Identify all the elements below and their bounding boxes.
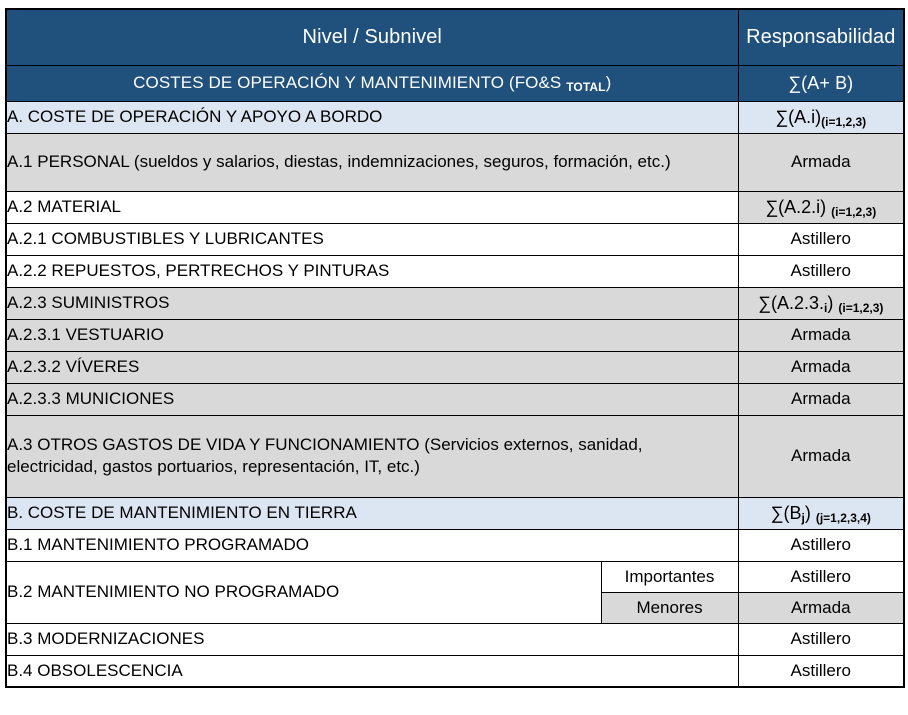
row-resp-a23 (738, 287, 904, 319)
total-responsibility: ∑(A+ B) (738, 65, 904, 101)
row-label-a3: A.3 OTROS GASTOS DE VIDA Y FUNCIONAMIENTO (Servicios externos, sanidad, electricidad, gastos portuarios, representación, IT, etc.) (6, 415, 738, 497)
total-label-prefix: COSTES DE OPERACIÓN Y MANTENIMIENTO (FO&S (133, 73, 567, 92)
table-row-a2 (6, 191, 904, 223)
row-label-b3: B.3 MODERNIZACIONES (6, 623, 738, 655)
table-row-b1 (6, 529, 904, 561)
table-row-b2-importantes (6, 561, 904, 592)
column-header-level: Nivel / Subnivel (6, 9, 738, 65)
table-row-a231 (6, 319, 904, 351)
row-label-a: A. COSTE DE OPERACIÓN Y APOYO A BORDO (6, 101, 738, 133)
row-resp-a23-isub: i (824, 300, 828, 315)
row-resp-b2-menores: Armada (738, 592, 904, 623)
row-resp-a232: Armada (738, 351, 904, 383)
row-label-b1: B.1 MANTENIMIENTO PROGRAMADO (6, 529, 738, 561)
table-row-a233 (6, 383, 904, 415)
row-resp-a23-sub: (i=1,2,3) (838, 300, 884, 315)
row-resp-a (738, 101, 904, 133)
row-resp-a21: Astillero (738, 223, 904, 255)
row-resp-b3: Astillero (738, 623, 904, 655)
table-row-a3 (6, 415, 904, 497)
row-resp-b-main: ∑(B (770, 502, 802, 523)
row-resp-b-end: ) (804, 502, 811, 523)
row-label-a1: A.1 PERSONAL (sueldos y salarios, diestas, indemnizaciones, seguros, formación, etc.) (6, 133, 738, 191)
total-label-cell (6, 65, 738, 101)
row-resp-a2-sub: (i=1,2,3) (831, 204, 877, 219)
table-header-row (6, 9, 904, 65)
row-label-a233: A.2.3.3 MUNICIONES (6, 383, 738, 415)
table-row-b (6, 497, 904, 529)
row-label-a232: A.2.3.2 VÍVERES (6, 351, 738, 383)
table-row-a23 (6, 287, 904, 319)
row-resp-b (738, 497, 904, 529)
row-label-b4: B.4 OBSOLESCENCIA (6, 655, 738, 687)
cost-structure-table (5, 8, 905, 688)
row-resp-a23-main: ∑(A.2.3. (758, 292, 824, 313)
table-row-b4 (6, 655, 904, 687)
row-resp-b-sub: (j=1,2,3,4) (815, 510, 871, 525)
row-resp-a-sub: (i=1,2,3) (821, 114, 867, 129)
row-label-a2: A.2 MATERIAL (6, 191, 738, 223)
row-sublabel-b2-menores: Menores (601, 592, 738, 623)
row-resp-a2-main: ∑(A.2.i) (765, 196, 827, 217)
row-resp-a23-end: ) (827, 292, 834, 313)
total-label-suffix: ) (605, 73, 612, 92)
row-resp-b4: Astillero (738, 655, 904, 687)
row-label-b2: B.2 MANTENIMIENTO NO PROGRAMADO (6, 561, 601, 623)
row-resp-b1: Astillero (738, 529, 904, 561)
table-row-a (6, 101, 904, 133)
table-row-total (6, 65, 904, 101)
row-resp-b-jsub: j (801, 510, 805, 525)
row-resp-a2 (738, 191, 904, 223)
row-resp-a-main: ∑(A.i) (775, 106, 822, 127)
total-label-subscript: TOTAL (566, 80, 606, 94)
row-resp-a3: Armada (738, 415, 904, 497)
row-label-a21: A.2.1 COMBUSTIBLES Y LUBRICANTES (6, 223, 738, 255)
row-label-a23: A.2.3 SUMINISTROS (6, 287, 738, 319)
row-sublabel-b2-importantes: Importantes (601, 561, 738, 592)
table-row-a22 (6, 255, 904, 287)
row-label-a22: A.2.2 REPUESTOS, PERTRECHOS Y PINTURAS (6, 255, 738, 287)
row-label-a231: A.2.3.1 VESTUARIO (6, 319, 738, 351)
row-resp-a231: Armada (738, 319, 904, 351)
row-resp-b2-importantes: Astillero (738, 561, 904, 592)
row-resp-a233: Armada (738, 383, 904, 415)
table-row-a232 (6, 351, 904, 383)
table-row-a1 (6, 133, 904, 191)
column-header-responsibility: Responsabilidad (738, 9, 904, 65)
table-row-b3 (6, 623, 904, 655)
row-resp-a1: Armada (738, 133, 904, 191)
row-label-b: B. COSTE DE MANTENIMIENTO EN TIERRA (6, 497, 738, 529)
row-resp-a22: Astillero (738, 255, 904, 287)
table-row-a21 (6, 223, 904, 255)
cost-breakdown-sheet (5, 8, 903, 688)
